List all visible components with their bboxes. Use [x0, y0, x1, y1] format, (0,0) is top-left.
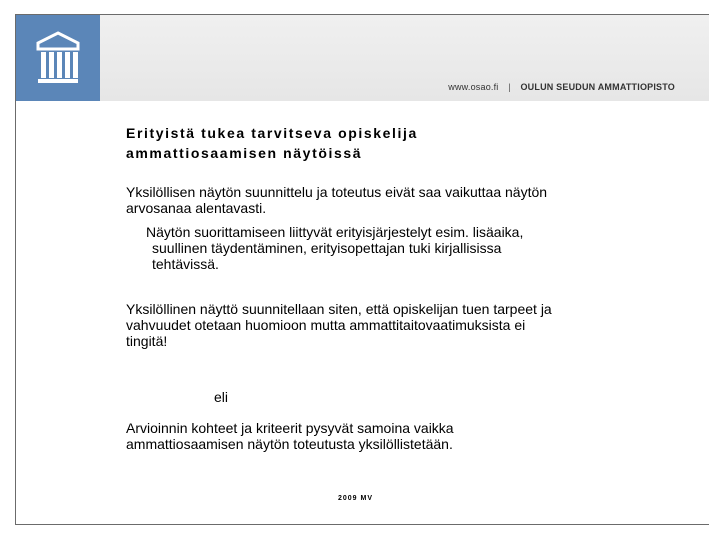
slide-footer: 2009 MV — [338, 495, 374, 502]
slide-title-line: ammattiosaamisen näytöissä — [126, 145, 363, 161]
header-url[interactable]: www.osao.fi — [448, 82, 499, 92]
text-line: Arvioinnin kohteet ja kriteerit pysyvät samoina vaikka — [126, 420, 454, 436]
text-line: ammattiosaamisen näytön toteutusta yksilöllistetään. — [126, 436, 453, 452]
paragraph-3 — [126, 301, 636, 349]
building-columns-icon — [36, 31, 80, 85]
text-line: arvosanaa alentavasti. — [126, 200, 267, 216]
connector-word: eli — [214, 389, 229, 405]
slide-title-line: Erityistä tukea tarvitseva opiskelija — [126, 125, 418, 141]
text-line: suullinen täydentäminen, erityisopettajan tuki kirjallisissa — [152, 240, 502, 256]
header-org-name: OULUN SEUDUN AMMATTIOPISTO — [520, 82, 675, 92]
text-line: Yksilöllisen näytön suunnittelu ja toteutus eivät saa vaikuttaa näytön — [126, 184, 548, 200]
text-line: tehtävissä. — [152, 256, 219, 272]
text-line: tingitä! — [126, 333, 168, 349]
paragraph-2 — [126, 224, 636, 272]
paragraph-4 — [126, 420, 636, 452]
text-line: Yksilöllinen näyttö suunnitellaan siten, että opiskelijan tuen tarpeet ja — [126, 301, 552, 317]
header-text — [448, 82, 675, 92]
slide — [15, 14, 709, 525]
header-separator: | — [508, 82, 511, 92]
slide-title — [126, 123, 626, 163]
text-line: Näytön suorittamiseen liittyvät erityisjärjestelyt esim. lisäaika, — [146, 224, 524, 240]
paragraph-1 — [126, 184, 636, 216]
text-line: vahvuudet otetaan huomioon mutta ammattitaitovaatimuksista ei — [126, 317, 526, 333]
logo — [16, 15, 100, 101]
header-band — [16, 15, 709, 101]
